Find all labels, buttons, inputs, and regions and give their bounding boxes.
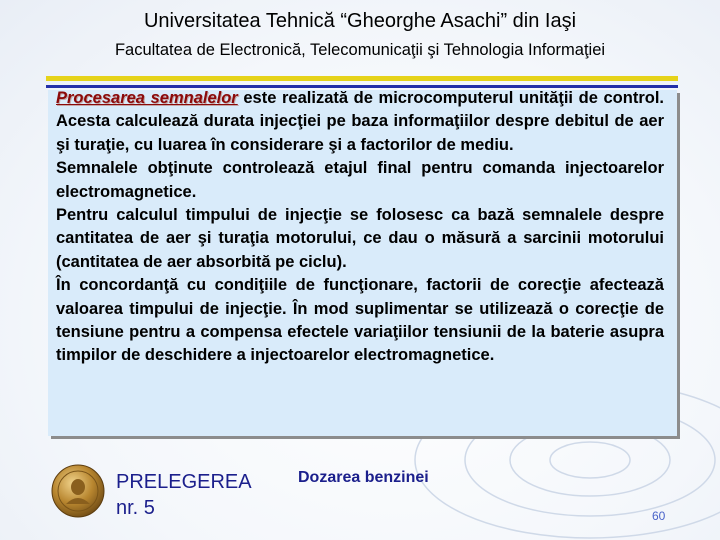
header-divider-yellow [46, 76, 678, 81]
medallion-logo [51, 464, 105, 518]
highlighted-term: Procesarea semnalelor [56, 89, 238, 107]
content-text-box [48, 90, 677, 436]
lecture-title: Dozarea benzinei [298, 469, 429, 486]
page-number: 60 [652, 509, 666, 523]
paragraph-correction-factors: În concordanţă cu condiţiile de funcţionare, factorii de corecţie afectează valoarea timpului de injecţie. În mod suplimentar se utilizează o corecţie de tensiune pentru a compensa efectele variaţiilor tensiunii de la baterie asupra timpilor de deschidere a injectoarelor electromagnetice. [56, 276, 664, 365]
lecture-label [116, 469, 252, 521]
lecture-number: nr. 5 [116, 497, 155, 519]
paragraph-signal-processing [56, 87, 664, 157]
university-name: Universitatea Tehnică “Gheorghe Asachi” din Iaşi [143, 10, 577, 32]
paragraph-signals-output: Semnalele obţinute controlează etajul final pentru comanda injectoarelor electromagnetice. [56, 159, 664, 201]
lecture-label-line1: PRELEGEREA [116, 471, 252, 493]
paragraph-injection-time: Pentru calculul timpului de injecţie se folosesc ca bază semnalele despre cantitatea de aer şi turaţia motorului, ce dau o măsură a sarcinii motorului (cantitatea de aer absorbită pe ciclu). [56, 206, 664, 271]
paragraph-text: este realizată de microcomputerul unităţii de control. Acesta calculează durata injecţiei pe baza informaţiilor despre debitul de aer şi turaţie, cu luarea în considerare şi a factorilor de mediu. [56, 89, 664, 154]
faculty-name: Facultatea de Electronică, Telecomunicaţii şi Tehnologia Informaţiei [114, 41, 606, 59]
